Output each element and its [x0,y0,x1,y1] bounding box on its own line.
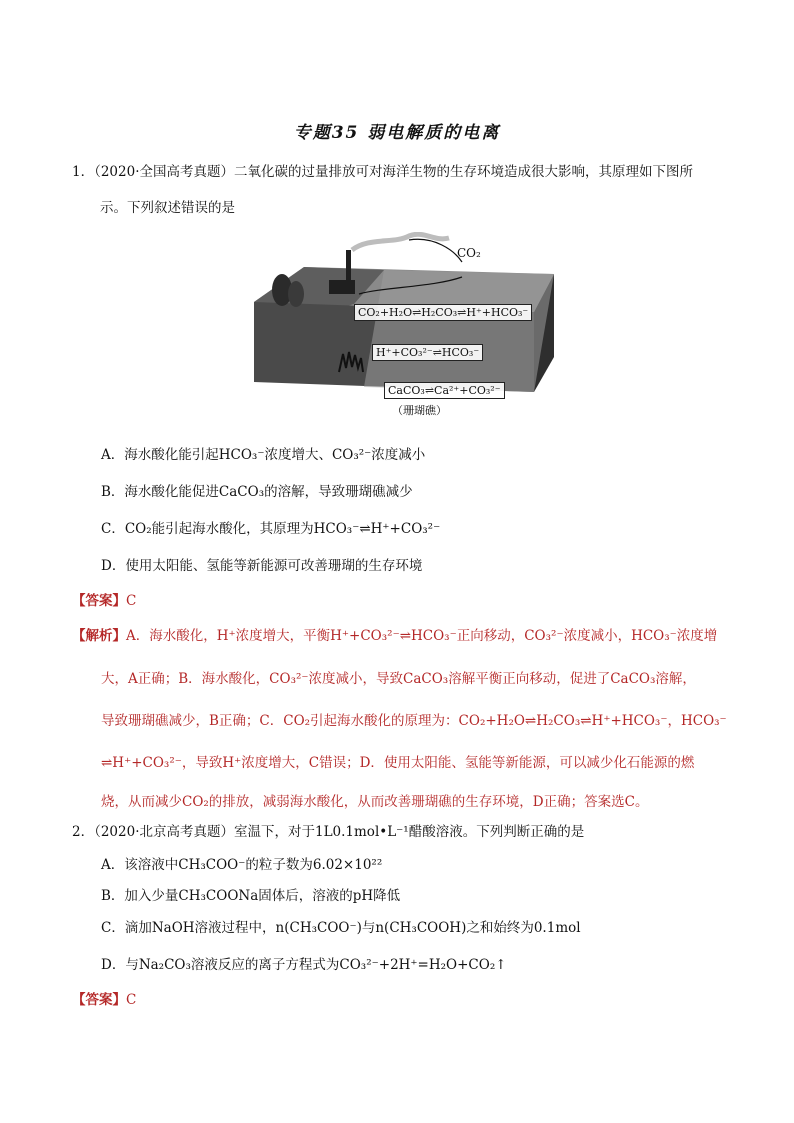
page-title: 专题35 弱电解质的电离 [293,123,501,143]
answer-value: C [126,593,137,609]
factory-icon [329,280,355,294]
co2-label: CO₂ [457,246,481,260]
chimney-icon [346,250,351,282]
arrow-icon [409,239,462,262]
answer-value: C [126,992,137,1008]
q2-stem: 2．（2020·北京高考真题）室温下，对于1L0.1mol•L⁻¹醋酸溶液。下列判断正确的是 [72,824,585,840]
equilibrium-3: CaCO₃⇌Ca²⁺+CO₃²⁻ [384,382,505,399]
q2-option-b: B．加入少量CH₃COONa固体后，溶液的pH降低 [101,888,401,904]
q1-analysis-line5: 烧，从而减少CO₂的排放，减弱海水酸化，从而改善珊瑚礁的生存环境，D正确；答案选C。 [101,794,649,810]
tree-icon [288,281,304,307]
q1-stem-line2: 示。下列叙述错误的是 [100,200,235,216]
coral-label: （珊瑚礁） [392,404,447,417]
q1-option-d: D．使用太阳能、氢能等新能源可改善珊瑚的生存环境 [101,558,423,574]
answer-tag: 【答案】 [72,593,126,609]
ocean-co2-figure [234,232,564,427]
q2-option-d: D．与Na₂CO₃溶液反应的离子方程式为CO₃²⁻+2H⁺=H₂O+CO₂↑ [101,957,507,973]
answer-tag: 【答案】 [72,992,126,1008]
q1-option-c: C．CO₂能引起海水酸化，其原理为HCO₃⁻⇌H⁺+CO₃²⁻ [101,521,441,537]
q1-analysis-line2: 大，A正确；B．海水酸化，CO₃²⁻浓度减小，导致CaCO₃溶解平衡正向移动，促进了CaCO₃溶解， [101,671,696,687]
q1-option-a: A．海水酸化能引起HCO₃⁻浓度增大、CO₃²⁻浓度减小 [101,447,426,463]
q1-answer [72,591,136,611]
q1-analysis-line3: 导致珊瑚礁减少，B正确；C．CO₂引起海水酸化的原理为：CO₂+H₂O⇌H₂CO₃⇌H⁺+HCO₃⁻，HCO₃⁻ [101,713,727,729]
q2-option-a: A．该溶液中CH₃COO⁻的粒子数为6.02×10²² [101,857,383,873]
equilibrium-2: H⁺+CO₃²⁻⇌HCO₃⁻ [372,344,483,361]
q2-answer [72,990,136,1010]
q1-analysis-line1 [72,626,717,646]
q1-stem-line1: 1．（2020·全国高考真题）二氧化碳的过量排放可对海洋生物的生存环境造成很大影响，其原理如下图所 [72,164,693,180]
analysis-text: A．海水酸化，H⁺浓度增大，平衡H⁺+CO₃²⁻⇌HCO₃⁻正向移动，CO₃²⁻浓度减小，HCO₃⁻浓度增 [126,628,718,644]
equilibrium-1: CO₂+H₂O⇌H₂CO₃⇌H⁺+HCO₃⁻ [354,304,532,321]
q1-option-b: B．海水酸化能促进CaCO₃的溶解，导致珊瑚礁减少 [101,484,413,500]
analysis-tag: 【解析】 [72,628,126,644]
q2-option-c: C．滴加NaOH溶液过程中，n(CH₃COO⁻)与n(CH₃COOH)之和始终为0.1mol [101,920,581,936]
q1-analysis-line4: ⇌H⁺+CO₃²⁻，导致H⁺浓度增大，C错误；D．使用太阳能、氢能等新能源，可以减少化石能源的燃 [101,755,695,771]
